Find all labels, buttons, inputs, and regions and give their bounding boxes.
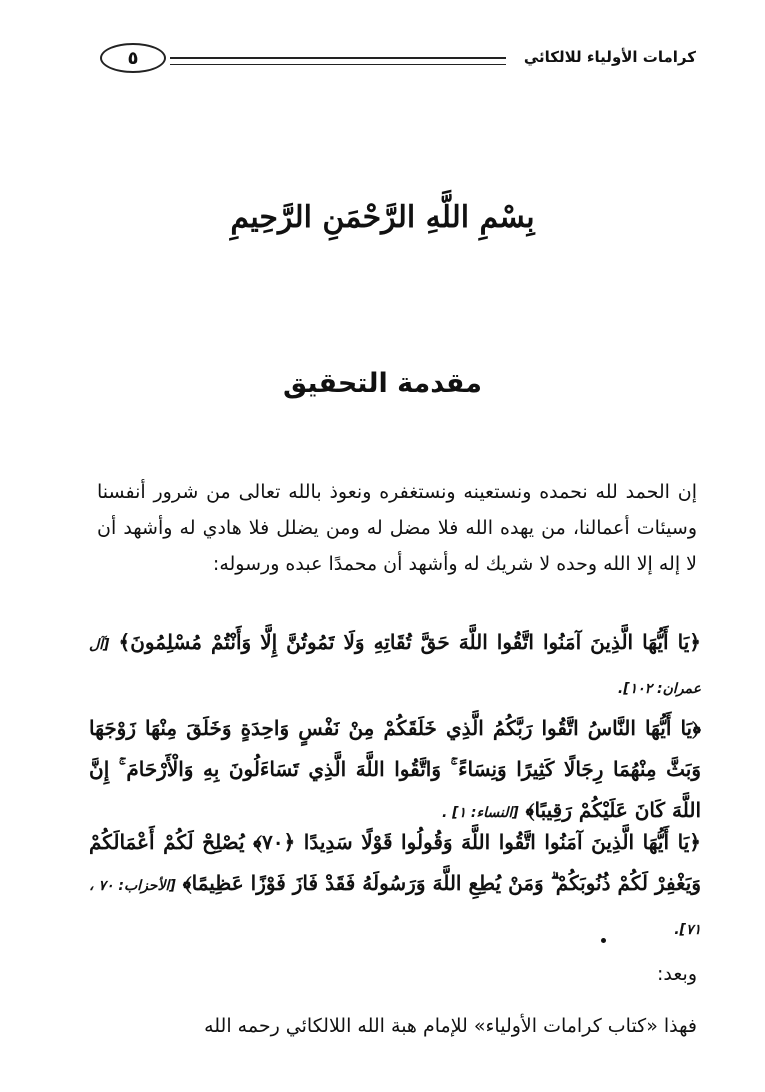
section-title: مقدمة التحقيق: [283, 368, 482, 399]
quran-verse-1: [89, 622, 701, 710]
verse-reference: [الأحزاب: ٧٠ ، ٧١].: [89, 878, 701, 938]
book-title: كرامات الأولياء للالكائي: [523, 48, 696, 66]
waba-ad: وبعد:: [656, 963, 697, 985]
header-rule: [170, 57, 506, 65]
verse-reference: [آل عمران: ١٠٢].: [89, 637, 701, 697]
running-header: [100, 40, 696, 80]
quran-verse-3: [89, 822, 701, 951]
page-number: ٥: [100, 43, 166, 73]
verse-text: ﴿يَا أَيُّهَا الَّذِينَ آمَنُوا اتَّقُوا اللَّهَ حَقَّ تُقَاتِهِ وَلَا تَمُوتُنَّ إِلَّا وَأَنْتُمْ مُسْلِمُونَ﴾: [118, 630, 701, 654]
stray-dot: [601, 938, 606, 943]
verse-text: ﴿يَا أَيُّهَا الَّذِينَ آمَنُوا اتَّقُوا اللَّهَ وَقُولُوا قَوْلًا سَدِيدًا ﴿٧٠﴾ يُصْلِحْ لَكُمْ أَعْمَالَكُمْ وَيَغْفِرْ لَكُمْ ذُنُوبَكُمْ ۗ وَمَنْ يُطِعِ اللَّهَ وَرَسُولَهُ فَقَدْ فَازَ فَوْزًا عَظِيمًا﴾: [89, 830, 701, 895]
intro-paragraph: إن الحمد لله نحمده ونستعينه ونستغفره ونعوذ بالله تعالى من شرور أنفسنا وسيئات أعمالنا، من يهده الله فلا مضل له ومن يضلل فلا هادي له وأشهد أن لا إله إلا الله وحده لا شريك له وأشهد أن محمدًا عبده ورسوله:: [97, 481, 697, 575]
basmala: بِسْمِ اللَّهِ الرَّحْمَنِ الرَّحِيمِ: [230, 200, 535, 235]
verse-text: ﴿يَا أَيُّهَا النَّاسُ اتَّقُوا رَبَّكُمُ الَّذِي خَلَقَكُمْ مِنْ نَفْسٍ وَاحِدَةٍ وَخَلَقَ مِنْهَا زَوْجَهَا وَبَثَّ مِنْهُمَا رِجَالًا كَثِيرًا وَنِسَاءً ۚ وَاتَّقُوا اللَّهَ الَّذِي تَسَاءَلُونَ بِهِ وَالْأَرْحَامَ ۚ إِنَّ اللَّهَ كَانَ عَلَيْكُمْ رَقِيبًا﴾: [89, 716, 701, 822]
closing-paragraph: فهذا «كتاب كرامات الأولياء» للإمام هبة الله اللالكائي رحمه الله: [204, 1015, 697, 1037]
verse-reference: [النساء: ١] .: [441, 805, 519, 821]
quran-verse-2: [89, 708, 701, 834]
